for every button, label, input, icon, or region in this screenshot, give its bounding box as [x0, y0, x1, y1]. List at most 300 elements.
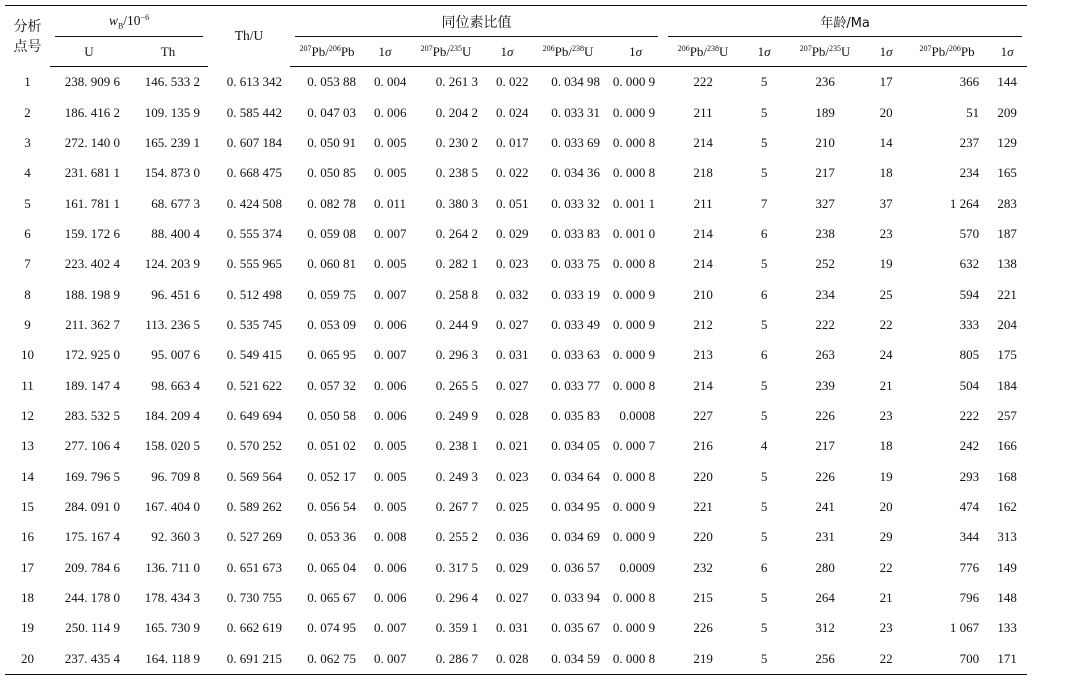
- thu-value-cell: 0. 527 269: [226, 529, 283, 545]
- ratio-pb207-pb206-header: $^{207}$Pb/$^{206}$Pb: [290, 37, 364, 67]
- sigma-cell: 23: [879, 225, 893, 241]
- ratio-pb207-u235-cell: 0. 258 8: [435, 286, 479, 302]
- sigma-cell: 0. 031: [496, 347, 529, 363]
- sigma-cell: 20: [879, 104, 893, 120]
- sigma-header: 1σ: [608, 37, 663, 67]
- sigma-cell: 0. 000 9: [612, 316, 656, 332]
- sigma-cell: 18: [879, 165, 893, 181]
- age-pb207-pb206-cell: 51: [966, 104, 980, 120]
- table-row: [5, 492, 1027, 522]
- age-pb207-pb206-cell: 776: [959, 559, 980, 575]
- age-pb207-pb206-cell: 237: [959, 134, 980, 150]
- ratio-pb207-pb206-cell: 0. 052 17: [307, 468, 357, 484]
- sigma-cell: 0. 027: [496, 590, 529, 606]
- sigma-cell: 175: [997, 347, 1017, 363]
- ratio-pb207-pb206-cell: 0. 059 75: [307, 286, 357, 302]
- sigma-cell: 6: [760, 559, 768, 575]
- sigma-header: 1σ: [364, 37, 406, 67]
- sigma-cell: 313: [997, 529, 1017, 545]
- u-value-cell: 211. 362 7: [65, 316, 120, 332]
- age-pb207-u235-cell: 226: [815, 407, 835, 423]
- sigma-cell: 7: [760, 195, 768, 211]
- sigma-cell: 0. 000 8: [612, 468, 656, 484]
- age-pb206-u238-cell: 215: [693, 590, 713, 606]
- thu-value-cell: 0. 512 498: [226, 286, 283, 302]
- sigma-cell: 209: [997, 104, 1017, 120]
- sigma-cell: 5: [760, 620, 768, 636]
- point-id-cell: 14: [21, 468, 34, 484]
- thu-value-cell: 0. 691 215: [208, 644, 290, 675]
- sigma-cell: 0. 000 9: [612, 74, 656, 90]
- ratio-pb206-u238-cell: 0. 034 64: [551, 468, 601, 484]
- ratio-pb207-u235-cell: 0. 261 3: [435, 74, 479, 90]
- point-id-cell: 9: [24, 316, 31, 332]
- point-id-cell: 4: [24, 165, 31, 181]
- ratio-pb207-pb206-cell: 0. 053 36: [307, 529, 357, 545]
- age-pb207-u235-cell: 256: [785, 644, 865, 675]
- sigma-cell: 5: [760, 529, 768, 545]
- th-value-cell: 68. 677 3: [151, 195, 201, 211]
- point-id-cell: 1: [24, 73, 31, 89]
- thu-value-cell: 0. 730 755: [226, 590, 283, 606]
- thu-value-cell: 0. 585 442: [226, 104, 283, 120]
- sigma-cell: 0. 032: [496, 286, 529, 302]
- sigma-cell: 4: [760, 438, 768, 454]
- sigma-cell: 0. 000 8: [612, 590, 656, 606]
- age-pb206-u238-cell: 211: [693, 195, 713, 211]
- ratio-pb207-u235-cell: 0. 317 5: [435, 559, 479, 575]
- age-pb207-pb206-cell: 242: [959, 438, 980, 454]
- analysis-point-header: [5, 6, 50, 67]
- ratio-pb206-u238-cell: 0. 035 83: [551, 407, 601, 423]
- sigma-cell: 138: [997, 256, 1017, 272]
- sigma-cell: 0.0009: [619, 559, 656, 575]
- table-row: [5, 583, 1027, 613]
- sigma-cell: 5: [760, 316, 768, 332]
- sigma-cell: 17: [879, 74, 893, 90]
- thu-value-cell: 0. 569 564: [226, 468, 283, 484]
- sigma-cell: 0. 008: [374, 529, 407, 545]
- age-pb207-u235-cell: 280: [815, 559, 835, 575]
- thu-value-cell: 0. 549 415: [226, 347, 283, 363]
- sigma-cell: 22: [879, 316, 893, 332]
- sigma-cell: 22: [879, 559, 893, 575]
- ratio-pb206-u238-cell: 0. 035 67: [551, 620, 601, 636]
- table-row: [5, 340, 1027, 370]
- sigma-cell: 0. 006: [374, 104, 407, 120]
- sigma-cell: 0. 005: [374, 468, 407, 484]
- age-pb207-u235-header: $^{207}$Pb/$^{235}$U: [785, 37, 865, 67]
- ratio-pb206-u238-cell: 0. 033 83: [551, 225, 601, 241]
- u-value-cell: 284. 091 0: [64, 498, 120, 514]
- point-id-cell: 17: [21, 559, 34, 575]
- sigma-cell: 18: [879, 438, 893, 454]
- age-pb206-u238-cell: 220: [693, 529, 713, 545]
- age-pb207-u235-cell: 217: [815, 165, 835, 181]
- sigma-cell: 0. 000 9: [612, 104, 656, 120]
- sigma-cell: 148: [997, 590, 1017, 606]
- sigma-cell: 24: [879, 347, 893, 363]
- th-value-cell: 184. 209 4: [144, 407, 201, 423]
- age-pb207-u235-cell: 210: [815, 134, 835, 150]
- ratio-pb206-u238-cell: 0. 033 19: [551, 286, 601, 302]
- sigma-cell: 0. 029: [496, 559, 529, 575]
- sigma-cell: 0. 006: [374, 316, 407, 332]
- sigma-cell: 0. 022: [496, 74, 529, 90]
- point-id-cell: 5: [24, 195, 31, 211]
- zircon-u-pb-data-table: [5, 5, 1027, 675]
- sigma-cell: 0. 011: [374, 195, 407, 211]
- age-pb207-pb206-cell: 222: [959, 407, 980, 423]
- age-pb207-u235-cell: 226: [815, 468, 835, 484]
- age-pb207-u235-cell: 234: [815, 286, 835, 302]
- ratio-pb206-u238-cell: 0. 033 77: [551, 377, 601, 393]
- sigma-cell: 5: [760, 468, 768, 484]
- sigma-cell: 5: [760, 165, 768, 181]
- sigma-cell: 0. 027: [496, 377, 529, 393]
- sigma-cell: 0. 025: [496, 498, 529, 514]
- table-row: [5, 67, 1027, 98]
- sigma-cell: 5: [760, 134, 768, 150]
- th-value-cell: 158. 020 5: [144, 438, 201, 454]
- table-row: [5, 249, 1027, 279]
- sigma-cell: 0. 000 9: [612, 498, 656, 514]
- sigma-cell: 0.0008: [619, 407, 656, 423]
- sigma-cell: 0. 007: [374, 347, 407, 363]
- ratio-pb207-pb206-cell: 0. 059 08: [307, 225, 357, 241]
- sigma-cell: 0. 000 9: [612, 347, 656, 363]
- th-header: Th: [128, 37, 208, 67]
- ratio-pb207-u235-cell: 0. 267 7: [435, 498, 479, 514]
- table-row: [5, 279, 1027, 309]
- sigma-cell: 29: [879, 529, 893, 545]
- age-pb206-u238-cell: 226: [693, 620, 713, 636]
- age-pb206-u238-header: $^{206}$Pb/$^{238}$U: [663, 37, 743, 67]
- wb-group-header: $w_B/10^{-6}$: [50, 6, 208, 38]
- point-id-cell: 3: [24, 134, 31, 150]
- point-id-cell: 6: [24, 225, 31, 241]
- ratio-pb206-u238-cell: 0. 034 95: [551, 498, 601, 514]
- u-value-cell: 189. 147 4: [64, 377, 120, 393]
- sigma-cell: 129: [997, 134, 1017, 150]
- sigma-cell: 37: [879, 195, 893, 211]
- ratio-pb207-u235-cell: 0. 286 7: [406, 644, 486, 675]
- sigma-cell: 0. 000 9: [612, 286, 656, 302]
- sigma-cell: 21: [879, 377, 893, 393]
- th-value-cell: 154. 873 0: [144, 165, 201, 181]
- age-pb206-u238-cell: 219: [663, 644, 743, 675]
- age-pb207-pb206-cell: 234: [959, 165, 980, 181]
- sigma-cell: 162: [997, 498, 1017, 514]
- table-row: [5, 644, 1027, 675]
- ratio-pb207-pb206-cell: 0. 074 95: [307, 620, 357, 636]
- age-pb207-pb206-cell: 1 264: [949, 195, 980, 211]
- th-value-cell: 165. 730 9: [144, 620, 201, 636]
- sigma-cell: 5: [760, 407, 768, 423]
- point-id-cell: 11: [21, 377, 34, 393]
- sigma-cell: 5: [743, 644, 785, 675]
- sigma-cell: 166: [997, 438, 1017, 454]
- ratio-pb206-u238-header: $^{206}$Pb/$^{238}$U: [528, 37, 608, 67]
- thu-value-cell: 0. 589 262: [226, 498, 283, 514]
- age-pb207-pb206-cell: 796: [959, 590, 980, 606]
- th-value-cell: 92. 360 3: [151, 529, 201, 545]
- point-id-cell: 7: [24, 256, 31, 272]
- age-pb206-u238-cell: 232: [693, 559, 713, 575]
- age-pb206-u238-cell: 227: [693, 407, 713, 423]
- point-id-cell: 18: [21, 590, 34, 606]
- age-pb207-pb206-cell: 805: [959, 347, 980, 363]
- age-pb206-u238-cell: 218: [693, 165, 713, 181]
- sigma-cell: 257: [997, 407, 1017, 423]
- table-row: [5, 522, 1027, 552]
- sigma-cell: 14: [879, 134, 893, 150]
- age-pb206-u238-cell: 214: [693, 134, 713, 150]
- age-pb207-u235-cell: 236: [815, 74, 835, 90]
- table-row: [5, 553, 1027, 583]
- age-pb207-pb206-cell: 474: [959, 498, 980, 514]
- age-pb206-u238-cell: 216: [693, 438, 713, 454]
- ratio-pb207-u235-cell: 0. 204 2: [435, 104, 479, 120]
- sigma-cell: 144: [997, 74, 1017, 90]
- th-value-cell: 113. 236 5: [145, 316, 201, 332]
- ratio-pb207-u235-cell: 0. 249 9: [435, 407, 479, 423]
- sigma-cell: 133: [997, 620, 1017, 636]
- thu-value-cell: 0. 555 374: [226, 225, 283, 241]
- sigma-cell: 5: [760, 377, 768, 393]
- ratio-pb206-u238-cell: 0. 033 69: [551, 134, 601, 150]
- sigma-cell: 5: [760, 498, 768, 514]
- sigma-cell: 5: [760, 590, 768, 606]
- sigma-cell: 0. 027: [496, 316, 529, 332]
- sigma-cell: 0. 006: [374, 590, 407, 606]
- sigma-cell: 5: [760, 74, 768, 90]
- ratio-pb206-u238-cell: 0. 034 59: [528, 644, 608, 675]
- ratio-pb206-u238-cell: 0. 033 31: [551, 104, 601, 120]
- th-value-cell: 98. 663 4: [151, 377, 201, 393]
- thu-header: Th/U: [234, 28, 264, 44]
- age-pb207-pb206-cell: 366: [959, 74, 980, 90]
- ratio-pb207-pb206-cell: 0. 056 54: [307, 498, 357, 514]
- sigma-cell: 0. 007: [374, 225, 407, 241]
- sigma-header: 1σ: [987, 37, 1027, 67]
- age-pb207-u235-cell: 189: [815, 104, 835, 120]
- sigma-cell: 165: [997, 165, 1017, 181]
- sigma-cell: 0. 029: [496, 225, 529, 241]
- thu-value-cell: 0. 521 622: [226, 377, 283, 393]
- ratio-pb207-u235-cell: 0. 238 1: [435, 438, 479, 454]
- sigma-cell: 0. 006: [374, 407, 407, 423]
- ratio-pb207-u235-cell: 0. 296 4: [435, 590, 479, 606]
- sigma-cell: 19: [879, 468, 893, 484]
- ratio-pb207-pb206-cell: 0. 060 81: [307, 256, 357, 272]
- u-value-cell: 237. 435 4: [50, 644, 128, 675]
- sigma-cell: 187: [997, 225, 1017, 241]
- thu-value-cell: 0. 651 673: [226, 559, 283, 575]
- sigma-header: 1σ: [865, 37, 907, 67]
- u-value-cell: 172. 925 0: [64, 347, 120, 363]
- age-pb207-u235-cell: 241: [815, 498, 835, 514]
- thu-value-cell: 0. 555 965: [226, 256, 283, 272]
- sigma-cell: 0. 000 7: [612, 438, 656, 454]
- th-value-cell: 124. 203 9: [144, 256, 201, 272]
- ratio-pb206-u238-cell: 0. 033 63: [551, 347, 601, 363]
- point-id-cell: 13: [21, 438, 34, 454]
- sigma-cell: 0. 006: [374, 559, 407, 575]
- age-pb207-u235-cell: 263: [815, 347, 835, 363]
- ratio-pb207-pb206-cell: 0. 050 91: [307, 134, 357, 150]
- table-row: [5, 219, 1027, 249]
- sigma-cell: 0. 023: [496, 468, 529, 484]
- point-id-cell: 10: [21, 347, 34, 363]
- age-pb206-u238-cell: 212: [693, 316, 713, 332]
- ratio-pb207-u235-cell: 0. 238 5: [435, 165, 479, 181]
- u-value-cell: 223. 402 4: [64, 256, 120, 272]
- table-body: [5, 67, 1027, 675]
- ratio-pb207-u235-cell: 0. 264 2: [435, 225, 479, 241]
- ratio-pb207-pb206-cell: 0. 065 67: [307, 590, 357, 606]
- ratio-pb207-pb206-cell: 0. 065 95: [307, 347, 357, 363]
- sigma-cell: 0. 051: [496, 195, 529, 211]
- u-value-cell: 250. 114 9: [65, 620, 120, 636]
- sigma-cell: 25: [879, 286, 893, 302]
- u-value-cell: 283. 532 5: [64, 407, 120, 423]
- sigma-cell: 149: [997, 559, 1017, 575]
- ratio-pb207-pb206-cell: 0. 062 75: [290, 644, 364, 675]
- sigma-cell: 23: [879, 407, 893, 423]
- u-value-cell: 169. 796 5: [64, 468, 120, 484]
- age-pb207-pb206-cell: 594: [959, 286, 980, 302]
- ratio-pb207-u235-cell: 0. 296 3: [435, 347, 479, 363]
- sigma-cell: 0. 000 8: [612, 165, 656, 181]
- u-value-cell: 159. 172 6: [64, 225, 120, 241]
- sigma-cell: 0. 006: [374, 377, 407, 393]
- age-pb207-u235-cell: 217: [815, 438, 835, 454]
- sigma-cell: 221: [997, 286, 1017, 302]
- sigma-cell: 171: [987, 644, 1027, 675]
- sigma-cell: 0. 021: [496, 438, 529, 454]
- ratio-pb207-u235-cell: 0. 265 5: [435, 377, 479, 393]
- age-pb207-pb206-cell: 293: [959, 468, 980, 484]
- table-row: [5, 97, 1027, 127]
- table-row: [5, 370, 1027, 400]
- point-id-cell: 19: [21, 620, 34, 636]
- age-pb207-pb206-header: $^{207}$Pb/$^{206}$Pb: [907, 37, 987, 67]
- table-row: [5, 310, 1027, 340]
- sigma-cell: 22: [865, 644, 907, 675]
- ratio-pb207-u235-cell: 0. 359 1: [435, 620, 479, 636]
- sigma-cell: 0. 036: [496, 529, 529, 545]
- age-pb206-u238-cell: 211: [693, 104, 713, 120]
- ratio-pb207-u235-header: $^{207}$Pb/$^{235}$U: [406, 37, 486, 67]
- table-row: [5, 461, 1027, 491]
- sigma-cell: 20: [879, 498, 893, 514]
- th-value-cell: 178. 434 3: [144, 590, 201, 606]
- th-value-cell: 136. 711 0: [145, 559, 201, 575]
- u-value-cell: 186. 416 2: [64, 104, 120, 120]
- age-pb207-pb206-cell: 570: [959, 225, 980, 241]
- sigma-cell: 0. 000 9: [612, 529, 656, 545]
- sigma-cell: 0. 004: [374, 74, 407, 90]
- age-pb207-u235-cell: 312: [815, 620, 835, 636]
- u-value-cell: 238. 909 6: [64, 74, 120, 90]
- th-value-cell: 167. 404 0: [144, 498, 201, 514]
- th-value-cell: 164. 118 9: [128, 644, 208, 675]
- ratio-pb207-pb206-cell: 0. 057 32: [307, 377, 357, 393]
- sigma-cell: 0. 005: [374, 438, 407, 454]
- sigma-cell: 0. 000 8: [612, 256, 656, 272]
- sigma-cell: 0. 005: [374, 256, 407, 272]
- u-value-cell: 161. 781 1: [64, 195, 120, 211]
- age-pb207-u235-cell: 252: [815, 256, 835, 272]
- sigma-cell: 283: [997, 195, 1017, 211]
- table-row: [5, 158, 1027, 188]
- ratio-pb207-pb206-cell: 0. 053 88: [307, 74, 357, 90]
- thu-value-cell: 0. 570 252: [226, 438, 283, 454]
- u-value-cell: 277. 106 4: [64, 438, 120, 454]
- ratio-pb207-u235-cell: 0. 230 2: [435, 134, 479, 150]
- ratio-pb207-u235-cell: 0. 244 9: [435, 316, 479, 332]
- ratio-pb207-u235-cell: 0. 255 2: [435, 529, 479, 545]
- age-pb207-pb206-cell: 333: [959, 316, 980, 332]
- ratio-pb206-u238-cell: 0. 033 49: [551, 316, 601, 332]
- u-value-cell: 188. 198 9: [64, 286, 120, 302]
- sigma-cell: 21: [879, 590, 893, 606]
- age-pb207-pb206-cell: 700: [907, 644, 987, 675]
- ratio-pb206-u238-cell: 0. 034 36: [551, 165, 601, 181]
- sigma-cell: 5: [760, 256, 768, 272]
- th-value-cell: 88. 400 4: [151, 225, 201, 241]
- u-value-cell: 231. 681 1: [64, 165, 120, 181]
- sigma-cell: 0. 005: [374, 165, 407, 181]
- sigma-cell: 0. 024: [496, 104, 529, 120]
- sigma-header: 1σ: [486, 37, 528, 67]
- ratio-pb207-pb206-cell: 0. 053 09: [307, 316, 357, 332]
- sigma-cell: 168: [997, 468, 1017, 484]
- sigma-cell: 0. 028: [486, 644, 528, 675]
- thu-value-cell: 0. 662 619: [226, 620, 283, 636]
- table-row: [5, 128, 1027, 158]
- th-value-cell: 95. 007 6: [151, 347, 201, 363]
- thu-value-cell: 0. 668 475: [226, 165, 283, 181]
- age-pb207-pb206-cell: 344: [959, 529, 980, 545]
- point-id-cell: 16: [21, 529, 34, 545]
- thu-value-cell: 0. 607 184: [226, 134, 283, 150]
- sigma-cell: 0. 000 8: [612, 134, 656, 150]
- age-pb207-pb206-cell: 632: [959, 256, 980, 272]
- age-pb206-u238-cell: 222: [693, 74, 713, 90]
- sigma-cell: 5: [760, 104, 768, 120]
- sigma-cell: 0. 005: [374, 498, 407, 514]
- th-value-cell: 96. 709 8: [151, 468, 201, 484]
- sigma-cell: 0. 007: [364, 644, 406, 675]
- age-pb207-u235-cell: 264: [815, 590, 835, 606]
- sigma-cell: 6: [760, 225, 768, 241]
- th-value-cell: 165. 239 1: [144, 134, 201, 150]
- sigma-cell: 0. 000 8: [608, 644, 663, 675]
- sigma-cell: 19: [879, 256, 893, 272]
- ratio-pb206-u238-cell: 0. 033 75: [551, 256, 601, 272]
- ratio-pb207-pb206-cell: 0. 065 04: [307, 559, 357, 575]
- sigma-cell: 0. 007: [374, 286, 407, 302]
- sigma-cell: 0. 028: [496, 407, 529, 423]
- u-value-cell: 209. 784 6: [64, 559, 120, 575]
- point-id-cell: 8: [24, 286, 31, 302]
- ratio-pb207-pb206-cell: 0. 050 85: [307, 165, 357, 181]
- ratio-pb207-u235-cell: 0. 380 3: [435, 195, 479, 211]
- analysis-point-line2: 点号: [13, 39, 42, 56]
- age-pb206-u238-cell: 214: [693, 225, 713, 241]
